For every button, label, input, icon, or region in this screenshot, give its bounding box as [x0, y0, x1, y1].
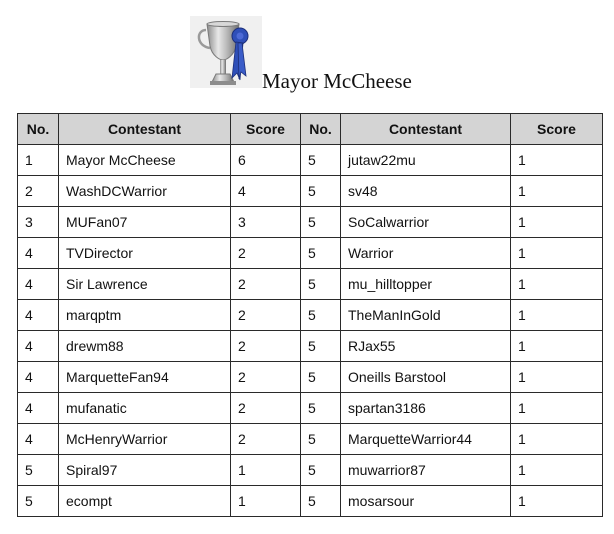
cell-contestant-right: Oneills Barstool [341, 362, 511, 393]
cell-contestant-right: RJax55 [341, 331, 511, 362]
cell-contestant-left: ecompt [59, 486, 231, 517]
cell-rank-left: 4 [18, 238, 59, 269]
cell-score-right: 1 [511, 331, 603, 362]
cell-rank-left: 3 [18, 207, 59, 238]
table-row [18, 393, 603, 424]
cell-score-right: 1 [511, 176, 603, 207]
cell-contestant-right: TheManInGold [341, 300, 511, 331]
cell-rank-right: 5 [301, 424, 341, 455]
cell-rank-left: 1 [18, 145, 59, 176]
table-row [18, 331, 603, 362]
cell-score-right: 1 [511, 362, 603, 393]
cell-score-left: 6 [231, 145, 301, 176]
cell-contestant-left: McHenryWarrior [59, 424, 231, 455]
cell-contestant-right: spartan3186 [341, 393, 511, 424]
cell-rank-right: 5 [301, 269, 341, 300]
col-header-no-left: No. [18, 114, 59, 145]
cell-contestant-right: mu_hilltopper [341, 269, 511, 300]
cell-rank-right: 5 [301, 455, 341, 486]
winner-header [190, 16, 490, 96]
cell-contestant-right: sv48 [341, 176, 511, 207]
cell-rank-left: 2 [18, 176, 59, 207]
cell-score-right: 1 [511, 207, 603, 238]
cell-rank-right: 5 [301, 238, 341, 269]
cell-score-right: 1 [511, 393, 603, 424]
cell-contestant-right: Warrior [341, 238, 511, 269]
cell-score-right: 1 [511, 145, 603, 176]
cell-contestant-right: jutaw22mu [341, 145, 511, 176]
cell-contestant-right: SoCalwarrior [341, 207, 511, 238]
cell-contestant-left: Mayor McCheese [59, 145, 231, 176]
cell-rank-left: 4 [18, 393, 59, 424]
col-header-no-right: No. [301, 114, 341, 145]
cell-contestant-left: drewm88 [59, 331, 231, 362]
winner-name: Mayor McCheese [262, 69, 412, 93]
col-header-score-right: Score [511, 114, 603, 145]
cell-contestant-left: MarquetteFan94 [59, 362, 231, 393]
cell-rank-right: 5 [301, 207, 341, 238]
cell-contestant-left: WashDCWarrior [59, 176, 231, 207]
cell-score-left: 2 [231, 393, 301, 424]
cell-rank-left: 4 [18, 424, 59, 455]
table-row [18, 207, 603, 238]
cell-contestant-left: TVDirector [59, 238, 231, 269]
table-row [18, 362, 603, 393]
cell-rank-right: 5 [301, 486, 341, 517]
cell-score-right: 1 [511, 486, 603, 517]
cell-rank-right: 5 [301, 331, 341, 362]
cell-rank-left: 4 [18, 331, 59, 362]
cell-rank-left: 4 [18, 300, 59, 331]
cell-contestant-left: MUFan07 [59, 207, 231, 238]
cell-score-right: 1 [511, 300, 603, 331]
trophy-with-blue-ribbon-icon [190, 16, 262, 88]
cell-score-right: 1 [511, 238, 603, 269]
table-row [18, 486, 603, 517]
table-body [18, 145, 603, 517]
cell-rank-left: 4 [18, 362, 59, 393]
results-table [17, 113, 603, 517]
cell-score-left: 2 [231, 269, 301, 300]
table-row [18, 238, 603, 269]
cell-contestant-right: muwarrior87 [341, 455, 511, 486]
col-header-contestant-left: Contestant [59, 114, 231, 145]
cell-contestant-right: mosarsour [341, 486, 511, 517]
cell-score-left: 2 [231, 238, 301, 269]
cell-rank-right: 5 [301, 393, 341, 424]
cell-score-left: 2 [231, 300, 301, 331]
table-row [18, 455, 603, 486]
cell-score-right: 1 [511, 455, 603, 486]
table-header-row [18, 114, 603, 145]
table-row [18, 145, 603, 176]
cell-score-left: 3 [231, 207, 301, 238]
table-row [18, 300, 603, 331]
col-header-contestant-right: Contestant [341, 114, 511, 145]
cell-contestant-left: Sir Lawrence [59, 269, 231, 300]
cell-score-left: 1 [231, 486, 301, 517]
table-row [18, 176, 603, 207]
table-row [18, 424, 603, 455]
cell-rank-right: 5 [301, 145, 341, 176]
cell-score-left: 2 [231, 362, 301, 393]
cell-rank-right: 5 [301, 300, 341, 331]
cell-rank-left: 5 [18, 486, 59, 517]
cell-contestant-left: marqptm [59, 300, 231, 331]
cell-rank-left: 5 [18, 455, 59, 486]
cell-rank-right: 5 [301, 362, 341, 393]
cell-score-left: 2 [231, 424, 301, 455]
cell-rank-left: 4 [18, 269, 59, 300]
table-row [18, 269, 603, 300]
cell-contestant-left: mufanatic [59, 393, 231, 424]
cell-score-left: 2 [231, 331, 301, 362]
cell-score-left: 4 [231, 176, 301, 207]
cell-score-left: 1 [231, 455, 301, 486]
cell-score-right: 1 [511, 424, 603, 455]
cell-contestant-right: MarquetteWarrior44 [341, 424, 511, 455]
cell-score-right: 1 [511, 269, 603, 300]
cell-contestant-left: Spiral97 [59, 455, 231, 486]
cell-rank-right: 5 [301, 176, 341, 207]
col-header-score-left: Score [231, 114, 301, 145]
